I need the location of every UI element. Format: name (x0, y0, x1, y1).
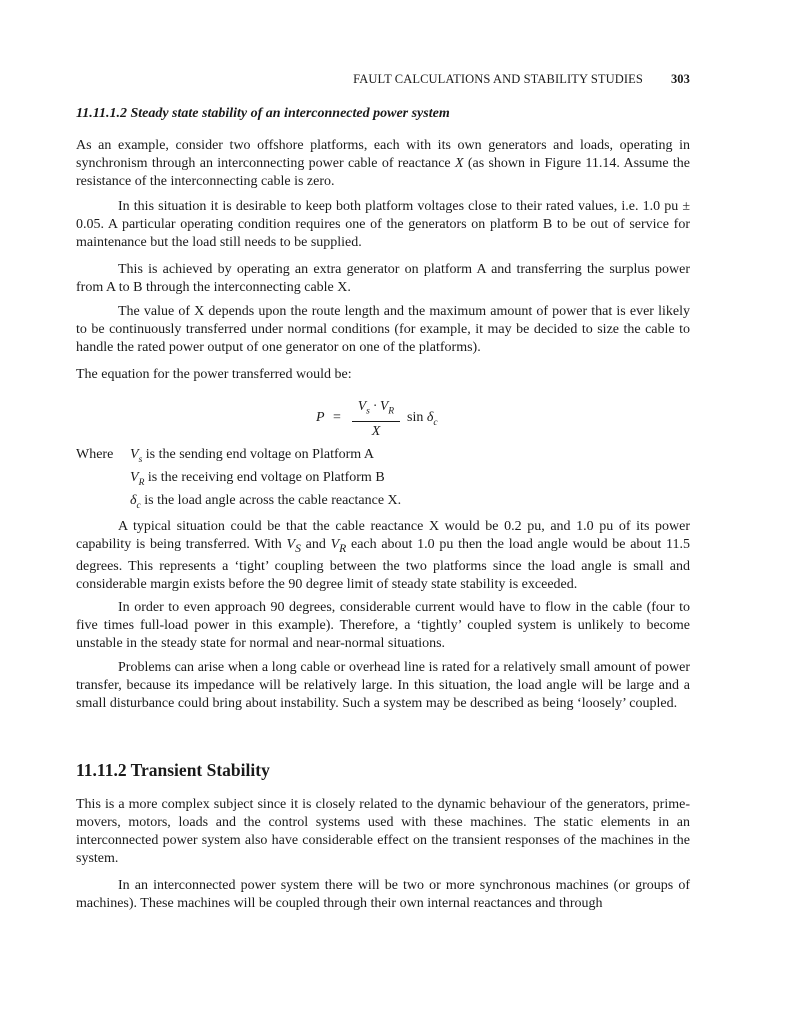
equation-trig: $\sin \delta_c$ (407, 410, 438, 428)
subsection-heading: 11.11.1.2 Steady state stability of an interconnected power system (76, 106, 450, 121)
where-label: Where (76, 447, 114, 462)
paragraph-6: A typical situation could be that the cable reactance X would be 0.2 pu, and 1.0 pu of its power capability is being transferred. With $V_S$ and $V_R$ each about 1.0 pu then the load angle would be about 11.5 degrees. This represents a ‘tight’ coupling between the two platforms since the load angle is small and considerable margin exists before the 90 degree limit of steady state stability is exceeded. (76, 519, 691, 592)
section-heading: 11.11.2 Transient Stability (76, 760, 270, 780)
power-transfer-equation (316, 398, 516, 438)
where-definitions (130, 446, 401, 514)
equation-fraction (352, 398, 400, 441)
definition-vr: $V_R$ is the receiving end voltage on Platform B (130, 469, 385, 488)
equation-denominator: X (371, 423, 381, 439)
paragraph-5: The equation for the power transferred would be: (76, 367, 352, 382)
definition-vs: $V_s$ is the sending end voltage on Platform A (130, 447, 375, 465)
paragraph-9: This is a more complex subject since it is closely related to the dynamic behaviour of the generators, prime-movers, motors, loads and the control systems used with these machines. The static elements in an interconnected power system also have considerable effect on the transient responses of the machines in the system. (76, 797, 690, 866)
paragraph-3: This is achieved by operating an extra generator on platform A and transferring the surplus power from A to B through the interconnecting cable X. (76, 262, 690, 295)
equation-equals: = (333, 410, 341, 425)
running-title: FAULT CALCULATIONS AND STABILITY STUDIES (353, 72, 643, 86)
definition-delta: $\delta_c$ is the load angle across the cable reactance X. (130, 492, 402, 511)
paragraph-7: In order to even approach 90 degrees, considerable current would have to flow in the cable (four to five times full-load power in this example). Therefore, a ‘tightly’ coupled system is unlikely to become unstable in the steady state for normal and near-normal situations. (76, 600, 690, 651)
page-number: 303 (670, 72, 690, 86)
paragraph-8: Problems can arise when a long cable or overhead line is rated for a relatively small amount of power transfer, because its impedance will be relatively large. In this situation, the load angle will be large and a small disturbance could bring about instability. Such a system may be described as being ‘loosely’ coupled. (76, 660, 690, 711)
fraction-bar (352, 421, 400, 422)
paragraph-4: The value of X depends upon the route length and the maximum amount of power that is ever likely to be continuously transferred under normal conditions (for example, it may be decided to size the cable to handle the rated power output of one generator on one of the platforms). (76, 304, 690, 355)
paragraph-10: In an interconnected power system there will be two or more synchronous machines (or groups of machines). These machines will be coupled through their own internal reactances and through (76, 878, 690, 911)
equation-lhs: P (316, 410, 325, 425)
paragraph-1: As an example, consider two offshore platforms, each with its own generators and loads, operating in synchronism through an interconnecting power cable of reactance X (as shown in Figure 11.14. Assume the resistance of the interconnecting cable is zero. (76, 138, 690, 189)
paragraph-2: In this situation it is desirable to keep both platform voltages close to their rated values, i.e. 1.0 pu ± 0.05. A particular operating condition requires one of the generators on platform B to be out of service for maintenance but the load still needs to be supplied. (76, 199, 690, 250)
running-header (76, 72, 690, 87)
equation-numerator: $V_s \cdot V_R$ (357, 398, 395, 417)
